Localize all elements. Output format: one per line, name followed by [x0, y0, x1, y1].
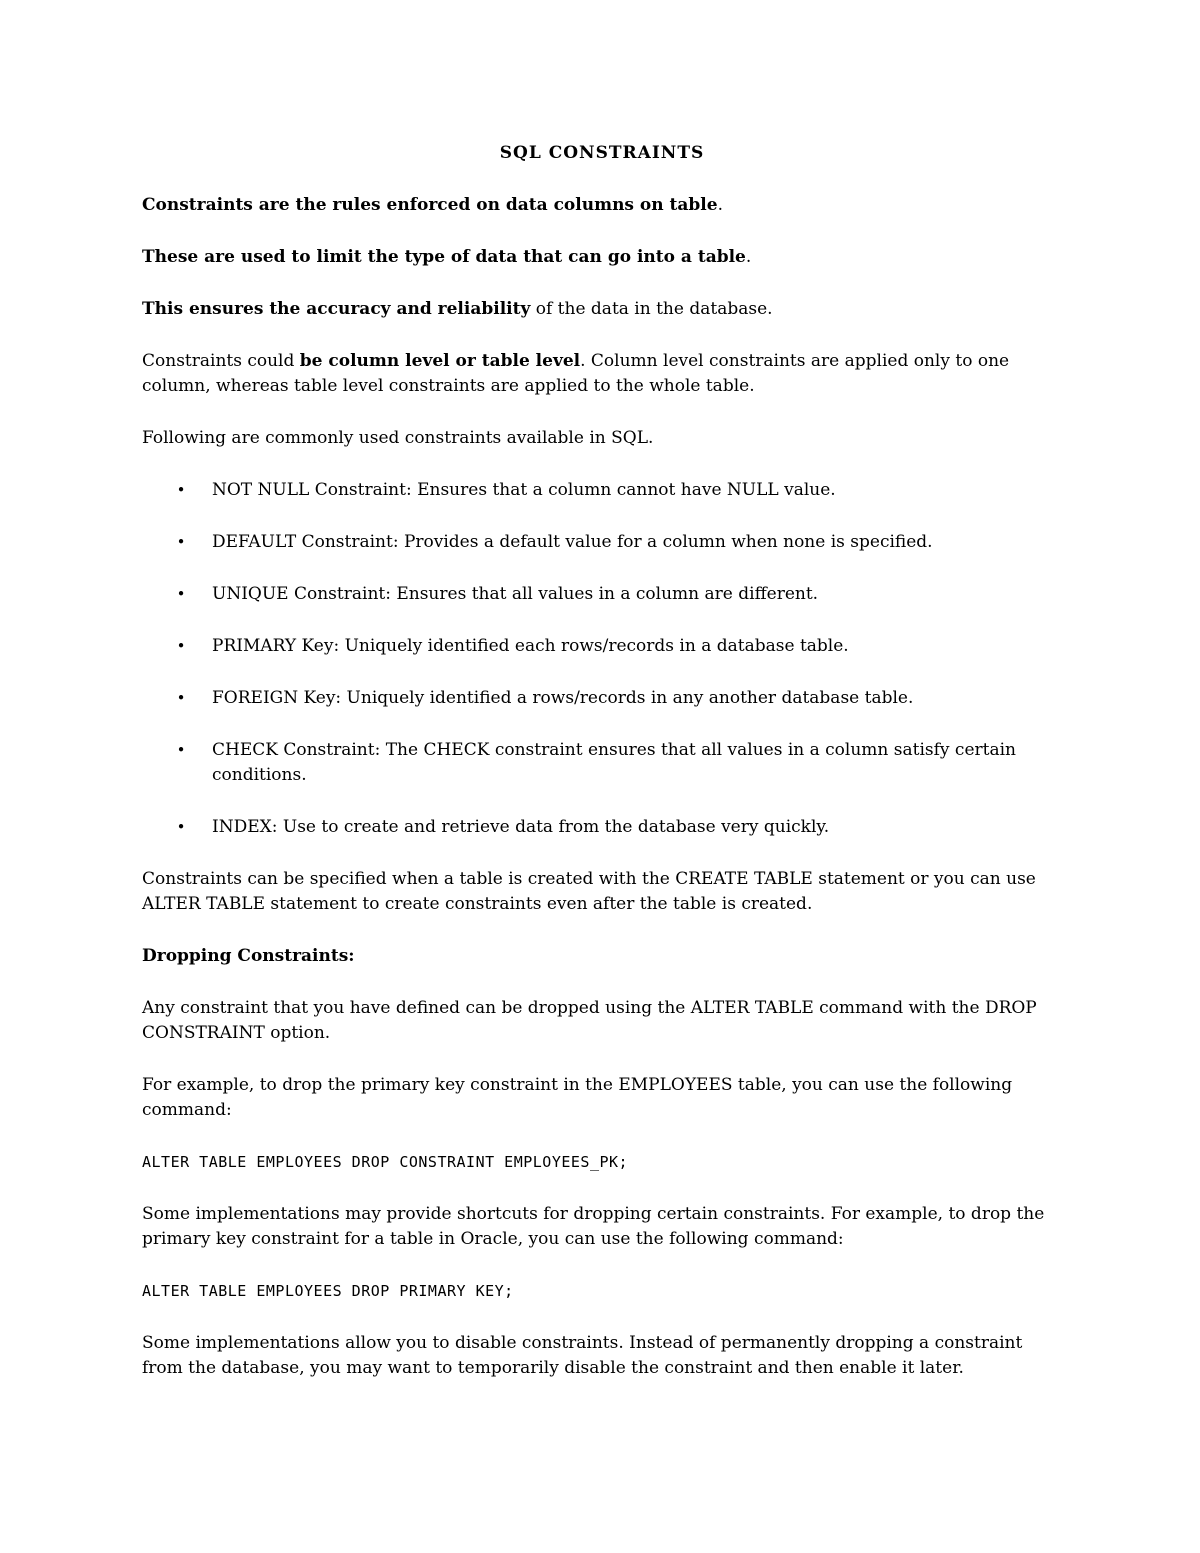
- levels-bold: be column level or table level: [299, 351, 581, 371]
- intro-3-bold: This ensures the accuracy and reliability: [142, 299, 531, 319]
- list-item: [142, 478, 1062, 503]
- bullet-icon: •: [176, 481, 186, 499]
- bullet-icon: •: [176, 741, 186, 759]
- dropping-heading: Dropping Constraints:: [142, 946, 355, 966]
- page-title: SQL CONSTRAINTS: [499, 143, 705, 163]
- intro-paragraph-1: [142, 193, 1062, 218]
- list-item-text: DEFAULT Constraint: Provides a default value for a column when none is specified.: [212, 532, 933, 552]
- list-item-text: FOREIGN Key: Uniquely identified a rows/records in any another database table.: [212, 688, 914, 708]
- list-item: [142, 686, 1062, 711]
- shortcut-paragraph: Some implementations may provide shortcuts for dropping certain constraints. For example, to drop the primary key constraint for a table in Oracle, you can use the following command:: [142, 1204, 1045, 1249]
- code-drop-primary-key: ALTER TABLE EMPLOYEES DROP PRIMARY KEY;: [142, 1282, 514, 1300]
- document-body: [142, 141, 1062, 1408]
- list-item-text: UNIQUE Constraint: Ensures that all values in a column are different.: [212, 584, 819, 604]
- bullet-icon: •: [176, 818, 186, 836]
- intro-1-rest: .: [717, 195, 723, 215]
- list-item: [142, 582, 1062, 607]
- intro-3-rest: of the data in the database.: [530, 299, 773, 319]
- constraints-list: [142, 478, 1062, 840]
- specify-paragraph: Constraints can be specified when a table is created with the CREATE TABLE statement or you can use ALTER TABLE statement to create constraints even after the table is created.: [142, 869, 1036, 914]
- intro-1-bold: Constraints are the rules enforced on data columns on table: [142, 195, 718, 215]
- list-item: [142, 634, 1062, 659]
- list-item: [142, 738, 1062, 788]
- code-drop-constraint: ALTER TABLE EMPLOYEES DROP CONSTRAINT EMPLOYEES_PK;: [142, 1153, 629, 1171]
- intro-paragraph-2: [142, 245, 1062, 270]
- intro-paragraph-3: [142, 297, 1062, 322]
- list-item-text: NOT NULL Constraint: Ensures that a column cannot have NULL value.: [212, 480, 836, 500]
- intro-2-bold: These are used to limit the type of data that can go into a table: [142, 247, 746, 267]
- bullet-icon: •: [176, 585, 186, 603]
- list-item-text: INDEX: Use to create and retrieve data from the database very quickly.: [212, 817, 830, 837]
- levels-post: . Column level constraints are applied only to one column, whereas table level constraints are applied to the whole table.: [142, 351, 1010, 396]
- disable-paragraph: Some implementations allow you to disable constraints. Instead of permanently dropping a constraint from the database, you may want to temporarily disable the constraint and then enable it later.: [142, 1333, 1023, 1378]
- list-item-text: PRIMARY Key: Uniquely identified each rows/records in a database table.: [212, 636, 849, 656]
- list-item-text: CHECK Constraint: The CHECK constraint ensures that all values in a column satisfy certain conditions.: [212, 740, 1016, 785]
- example-paragraph: For example, to drop the primary key constraint in the EMPLOYEES table, you can use the following command:: [142, 1075, 1013, 1120]
- levels-pre: Constraints could: [142, 351, 300, 371]
- bullet-icon: •: [176, 689, 186, 707]
- list-item: [142, 815, 1062, 840]
- list-item: [142, 530, 1062, 555]
- bullet-icon: •: [176, 637, 186, 655]
- bullet-icon: •: [176, 533, 186, 551]
- levels-paragraph: [142, 349, 1062, 399]
- drop-paragraph: Any constraint that you have defined can be dropped using the ALTER TABLE command with the DROP CONSTRAINT option.: [142, 998, 1037, 1043]
- intro-2-rest: .: [745, 247, 752, 267]
- following-paragraph: Following are commonly used constraints available in SQL.: [142, 428, 654, 448]
